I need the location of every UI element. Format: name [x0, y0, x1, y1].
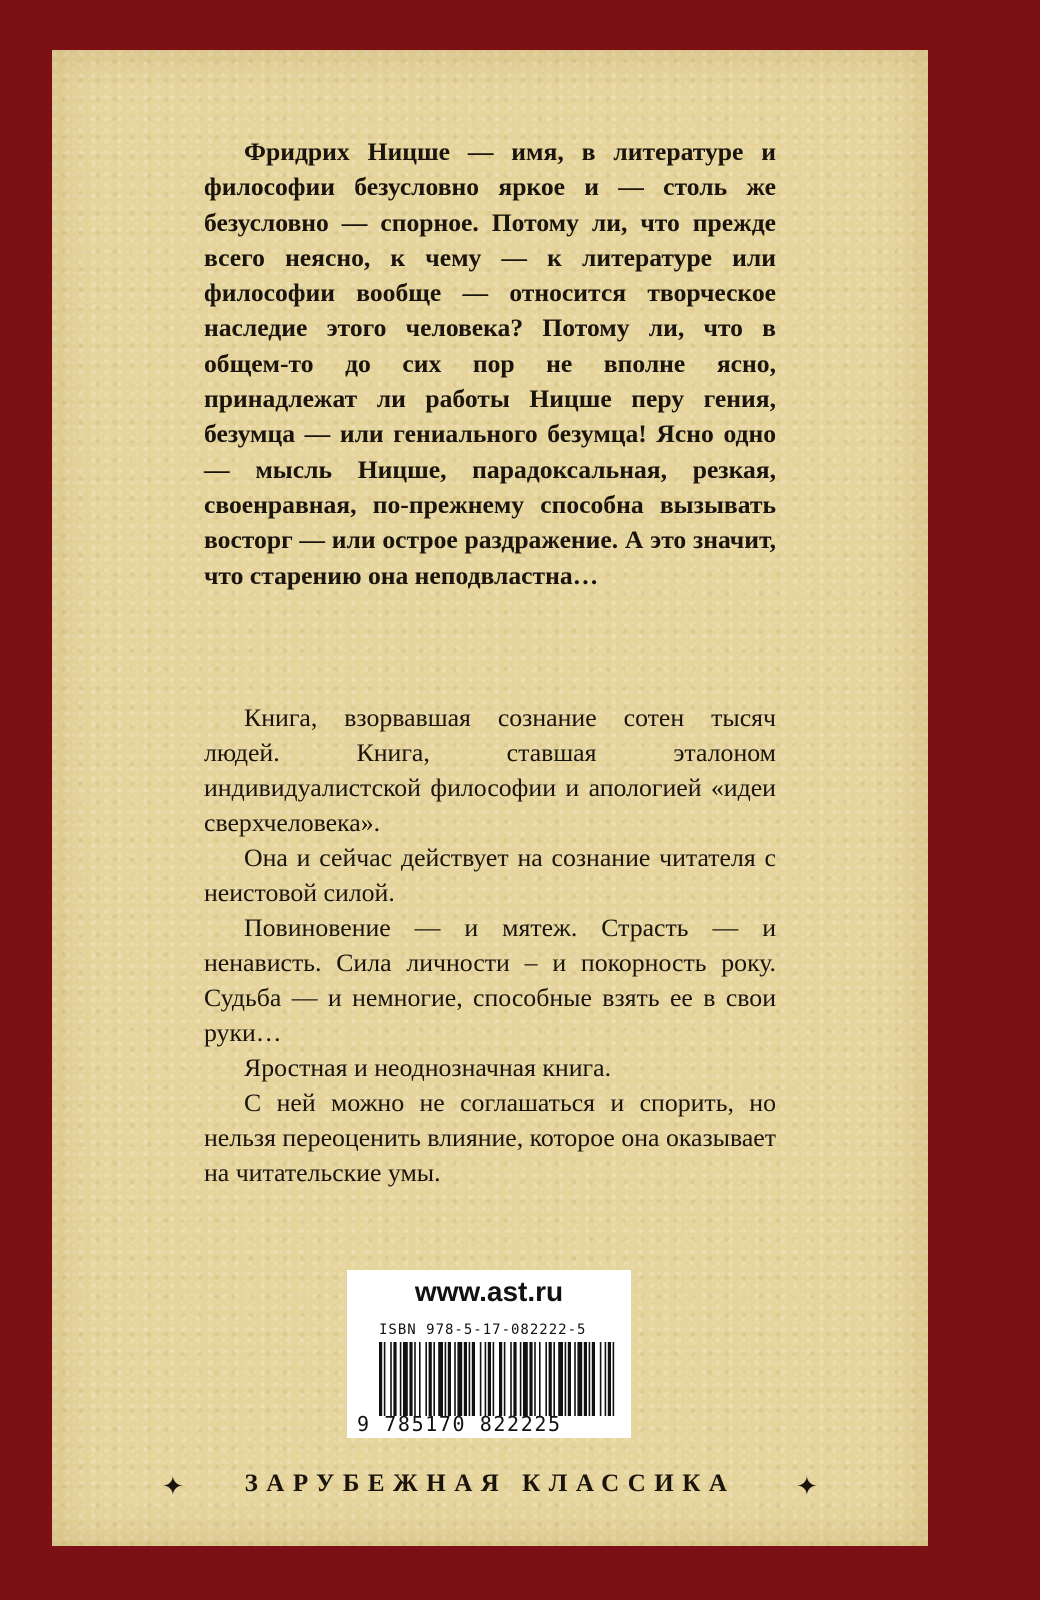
barcode-bar [400, 1342, 402, 1416]
blurb-paragraph-4: Яростная и неоднозначная книга. [244, 1053, 612, 1082]
barcode-bar [605, 1342, 607, 1416]
barcode-bar [480, 1342, 482, 1416]
barcode-bar [584, 1342, 587, 1416]
blurb-paragraph-1: Книга, взорвавшая сознание сотен тысяч людей. Книга, ставшая эталоном индивидуалистской философии и апологией «идеи сверхчеловека». [204, 703, 776, 837]
barcode-bar [457, 1342, 462, 1416]
barcode-bar [539, 1342, 541, 1416]
series-title: ЗАРУБЕЖНАЯ КЛАССИКА [244, 1470, 736, 1497]
barcode-bar [600, 1342, 602, 1416]
barcode-bar [608, 1342, 611, 1416]
barcode-bar [549, 1342, 552, 1416]
barcode-bar [403, 1342, 408, 1416]
blurb-bold-paragraph: Фридрих Ницше — имя, в литературе и философии безусловно яркое и — столь же безусловно — спорное. Потому ли, что прежде всего неясно, к чему — к литературе или философии вообще — относится творческое наследие этого человека? Потому ли, что в общем-то до сих пор не вполне ясно, принадлежат ли работы Ницше перу гения, безумца — или гениального безумца! Ясно одно — мысль Ницше, парадоксальная, резкая, своенравная, по-прежнему способна вызывать восторг — или острое раздражение. А это значит, что старению она неподвластна… [204, 137, 776, 590]
barcode-bar [433, 1342, 435, 1416]
barcode-bar [513, 1342, 516, 1416]
barcode-bar [565, 1342, 567, 1416]
barcode [379, 1342, 619, 1416]
barcode-bar [445, 1342, 447, 1416]
barcode-bar [529, 1342, 532, 1416]
blurb-bold [204, 134, 776, 593]
publisher-website: www.ast.ru [414, 1276, 564, 1307]
barcode-digits: 9 785170 822225 [357, 1412, 562, 1436]
barcode-bar [485, 1342, 487, 1416]
ornament-star-left-icon: ✦ [162, 1472, 184, 1502]
barcode-bar [464, 1342, 467, 1416]
barcode-bar [425, 1342, 427, 1416]
barcode-bar [499, 1342, 502, 1416]
barcode-bar [429, 1342, 432, 1416]
barcode-bar [448, 1342, 451, 1416]
barcode-bar [493, 1342, 495, 1416]
isbn-number: ISBN 978-5-17-082222-5 [379, 1322, 587, 1338]
blurb-paragraph-2: Она и сейчас действует на сознание читателя с неистовой силой. [204, 843, 776, 907]
barcode-bar [589, 1342, 591, 1416]
barcode-bar [553, 1342, 555, 1416]
barcode-bar [409, 1342, 412, 1416]
blurb-plain [204, 700, 776, 1190]
barcode-bar [523, 1342, 528, 1416]
barcode-bar [384, 1342, 386, 1416]
barcode-bar [545, 1342, 547, 1416]
blurb-paragraph-3: Повиновение — и мятеж. Страсть — и ненависть. Сила личности – и покорность року. Судьба — и немногие, способные взять ее в свои руки… [204, 913, 776, 1047]
barcode-bar [520, 1342, 522, 1416]
barcode-bar [577, 1342, 582, 1416]
barcode-bar [454, 1342, 456, 1416]
barcode-bar [558, 1342, 563, 1416]
barcode-bar [393, 1342, 396, 1416]
blurb-paragraph-5: С ней можно не соглашаться и спорить, но нельзя переоценить влияние, которое она оказывает на читательские умы. [204, 1088, 776, 1187]
isbn-barcode-box [347, 1270, 631, 1438]
barcode-bar [534, 1342, 536, 1416]
barcode-bar [592, 1342, 595, 1416]
barcode-bar [469, 1342, 471, 1416]
barcode-bar [568, 1342, 571, 1416]
barcode-bar [419, 1342, 421, 1416]
barcode-bar [414, 1342, 416, 1416]
barcode-bar [488, 1342, 491, 1416]
barcode-bar [472, 1342, 475, 1416]
ornament-star-right-icon: ✦ [796, 1472, 818, 1502]
barcode-bar [504, 1342, 506, 1416]
barcode-bar [574, 1342, 576, 1416]
barcode-bar [379, 1342, 382, 1416]
barcode-bar [613, 1342, 615, 1416]
barcode-bar [438, 1342, 443, 1416]
barcode-bar [390, 1342, 392, 1416]
barcode-bar [510, 1342, 512, 1416]
